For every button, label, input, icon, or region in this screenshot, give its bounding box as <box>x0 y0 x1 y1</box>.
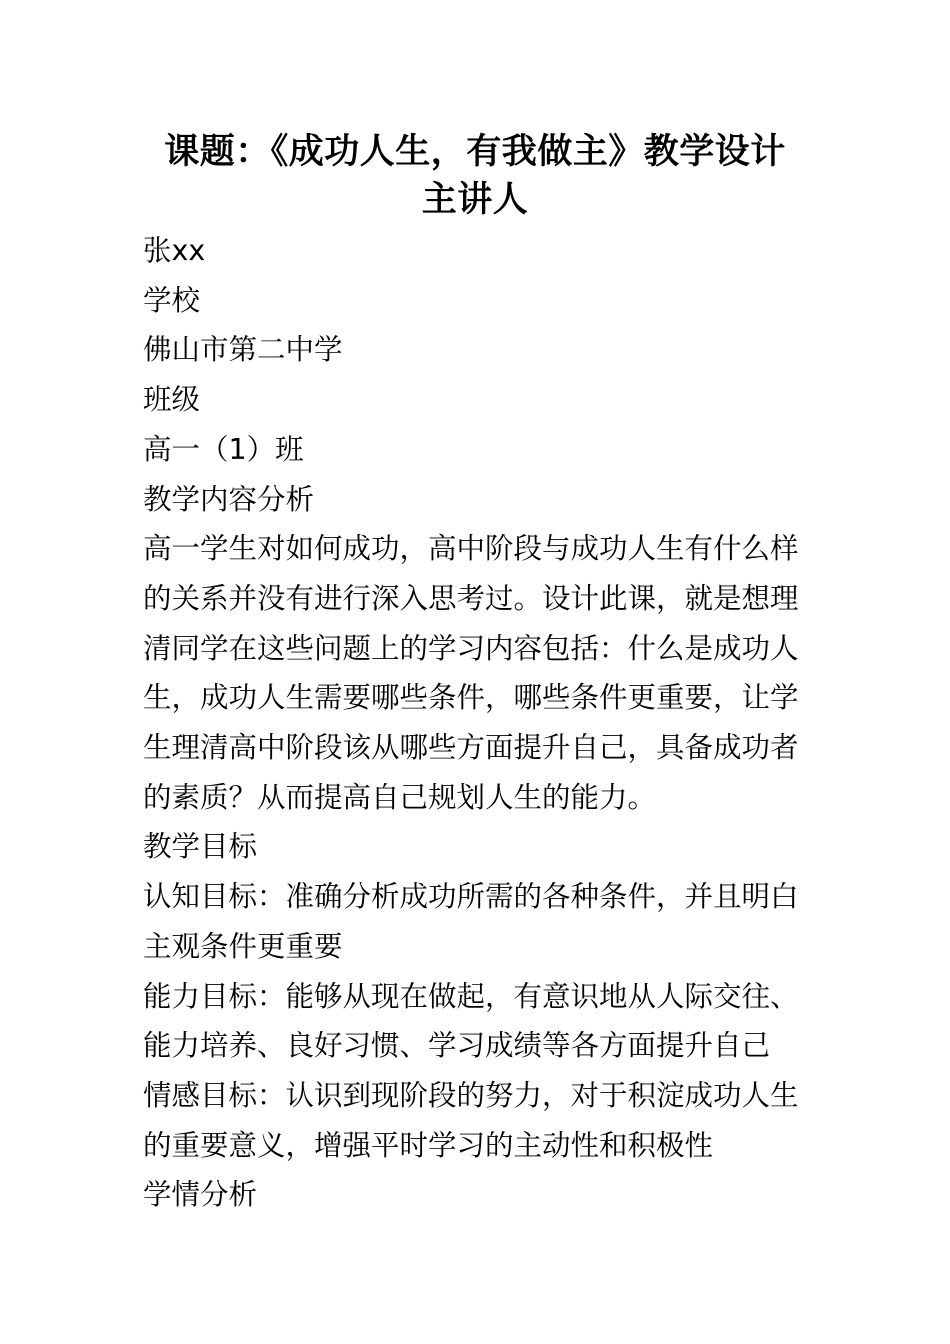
paragraph-line: 清同学在这些问题上的学习内容包括：什么是成功人 <box>143 631 799 665</box>
paragraph-line: 的关系并没有进行深入思考过。设计此课，就是想理 <box>143 581 799 615</box>
goal-line: 认知目标：准确分析成功所需的各种条件，并且明白 <box>143 880 799 914</box>
paragraph-line: 生理清高中阶段该从哪些方面提升自己，具备成功者 <box>143 731 799 765</box>
section-heading-content-analysis: 教学内容分析 <box>143 482 315 516</box>
paragraph-line: 的素质？从而提高自己规划人生的能力。 <box>143 780 657 814</box>
goal-line: 情感目标：认识到现阶段的努力，对于积淀成功人生 <box>143 1078 799 1112</box>
section-heading-student-analysis: 学情分析 <box>143 1178 258 1212</box>
teacher-name: 张xx <box>143 234 206 267</box>
paragraph-line: 高一学生对如何成功，高中阶段与成功人生有什么样 <box>143 532 799 566</box>
title-line: 课题：《成功人生，有我做主》教学设计 <box>164 132 786 172</box>
field-label-school: 学校 <box>143 283 201 317</box>
goal-line: 主观条件更重要 <box>143 929 343 963</box>
goal-line: 的重要意义，增强平时学习的主动性和积极性 <box>143 1128 714 1162</box>
paragraph-line: 生，成功人生需要哪些条件，哪些条件更重要，让学 <box>143 681 799 715</box>
document-body <box>143 226 815 1220</box>
goal-line: 能力目标：能够从现在做起，有意识地从人际交往、 <box>143 979 799 1013</box>
field-label-class: 班级 <box>143 383 201 417</box>
class-name: 高一（1）班 <box>143 432 304 466</box>
title-line: 主讲人 <box>421 180 529 220</box>
document-title <box>100 128 850 224</box>
section-heading-teaching-goals: 教学目标 <box>143 830 258 864</box>
school-name: 佛山市第二中学 <box>143 333 343 367</box>
goal-line: 能力培养、良好习惯、学习成绩等各方面提升自己 <box>143 1029 771 1063</box>
